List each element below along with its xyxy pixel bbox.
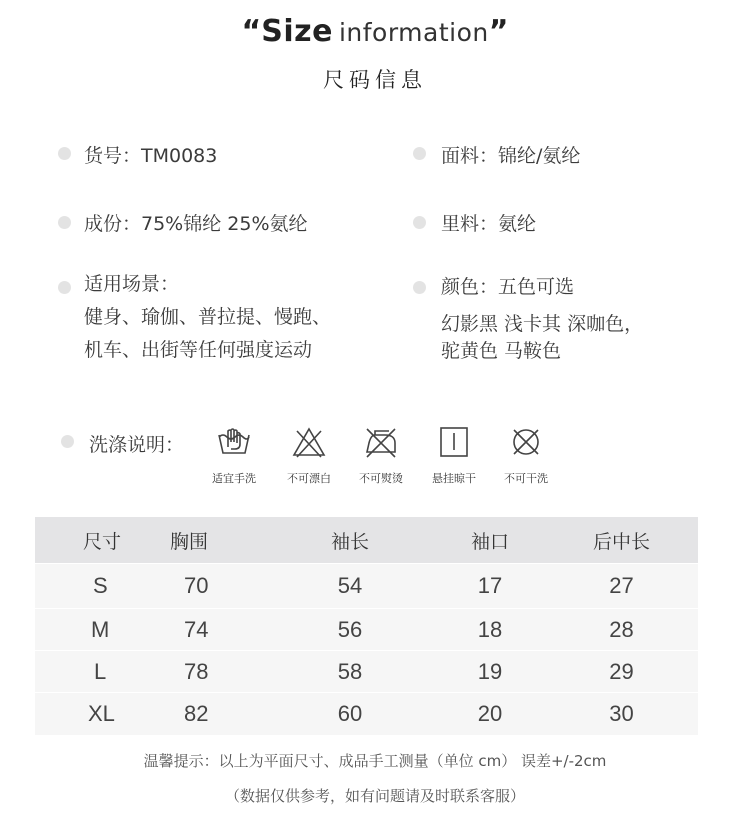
table-cell: 27 — [545, 564, 698, 609]
washing-label: 洗涤说明： — [89, 434, 185, 456]
table-cell: 29 — [545, 651, 698, 693]
color-block — [441, 271, 643, 368]
header-sleeve-length: 袖长 — [265, 517, 435, 564]
page-subtitle: 尺码信息 — [323, 68, 427, 92]
hang-dry-icon — [436, 425, 472, 459]
measurement-note: 温馨提示：以上为平面尺寸、成品手工测量（单位 cm） 误差+/-2cm — [143, 752, 607, 770]
table-cell: S — [35, 564, 170, 609]
header-back-length: 后中长 — [545, 517, 698, 564]
bullet-dot — [58, 216, 71, 229]
table-cell: 18 — [435, 609, 545, 651]
header-size: 尺寸 — [35, 517, 170, 564]
table-cell: 54 — [265, 564, 435, 609]
table-cell: 78 — [170, 651, 265, 693]
bullet-dot — [413, 147, 426, 160]
table-cell: XL — [35, 693, 170, 735]
composition: 成份：75%锦纶 25%氨纶 — [84, 213, 308, 235]
usage-line-1: 健身、瑜伽、普拉提、慢跑、 — [84, 306, 332, 328]
table-cell: 19 — [435, 651, 545, 693]
reference-note: （数据仅供参考，如有问题请及时联系客服） — [224, 787, 525, 805]
lining: 里料：氨纶 — [441, 213, 537, 235]
table-cell: 74 — [170, 609, 265, 651]
bullet-dot — [413, 216, 426, 229]
table-cell: 58 — [265, 651, 435, 693]
hand-wash-icon — [216, 425, 252, 459]
no-bleach-icon — [291, 425, 327, 459]
table-cell: 82 — [170, 693, 265, 735]
table-row — [35, 609, 698, 651]
usage-line-2: 机车、出街等任何强度运动 — [84, 339, 313, 361]
item-number: 货号：TM0083 — [84, 145, 218, 167]
color-value: 五色可选 — [498, 276, 575, 298]
caption-no-bleach: 不可漂白 — [287, 472, 331, 485]
close-quote: ” — [488, 14, 509, 49]
caption-hang-dry: 悬挂晾干 — [432, 472, 476, 485]
usage-label: 适用场景： — [84, 273, 180, 295]
table-cell: 28 — [545, 609, 698, 651]
usage-block — [84, 268, 331, 367]
table-cell: 30 — [545, 693, 698, 735]
header-chest: 胸围 — [170, 517, 265, 564]
color-line-1: 幻影黑 浅卡其 深咖色， — [441, 313, 644, 335]
color-heading — [441, 271, 643, 304]
header-cuff: 袖口 — [435, 517, 545, 564]
caption-hand-wash: 适宜手洗 — [212, 472, 256, 485]
table-cell: M — [35, 609, 170, 651]
fabric: 面料：锦纶/氨纶 — [441, 145, 581, 167]
bullet-dot — [58, 281, 71, 294]
caption-no-dry-clean: 不可干洗 — [504, 472, 548, 485]
no-iron-icon — [363, 425, 399, 459]
no-dry-clean-icon — [508, 425, 544, 459]
table-row — [35, 564, 698, 609]
size-table — [35, 517, 698, 735]
table-header-row — [35, 517, 698, 564]
color-label: 颜色： — [441, 276, 499, 298]
bullet-dot — [58, 147, 71, 160]
table-cell: 17 — [435, 564, 545, 609]
caption-no-iron: 不可熨烫 — [359, 472, 403, 485]
bullet-dot — [413, 281, 426, 294]
table-cell: 56 — [265, 609, 435, 651]
table-row — [35, 693, 698, 735]
bullet-dot — [61, 435, 74, 448]
table-cell: 20 — [435, 693, 545, 735]
table-cell: L — [35, 651, 170, 693]
color-line-2: 驼黄色 马鞍色 — [441, 340, 562, 362]
open-quote: “ — [241, 14, 262, 49]
table-cell: 60 — [265, 693, 435, 735]
page-title — [0, 14, 750, 49]
table-row — [35, 651, 698, 693]
title-information: information — [338, 18, 489, 47]
table-cell: 70 — [170, 564, 265, 609]
title-size: Size — [261, 14, 333, 49]
